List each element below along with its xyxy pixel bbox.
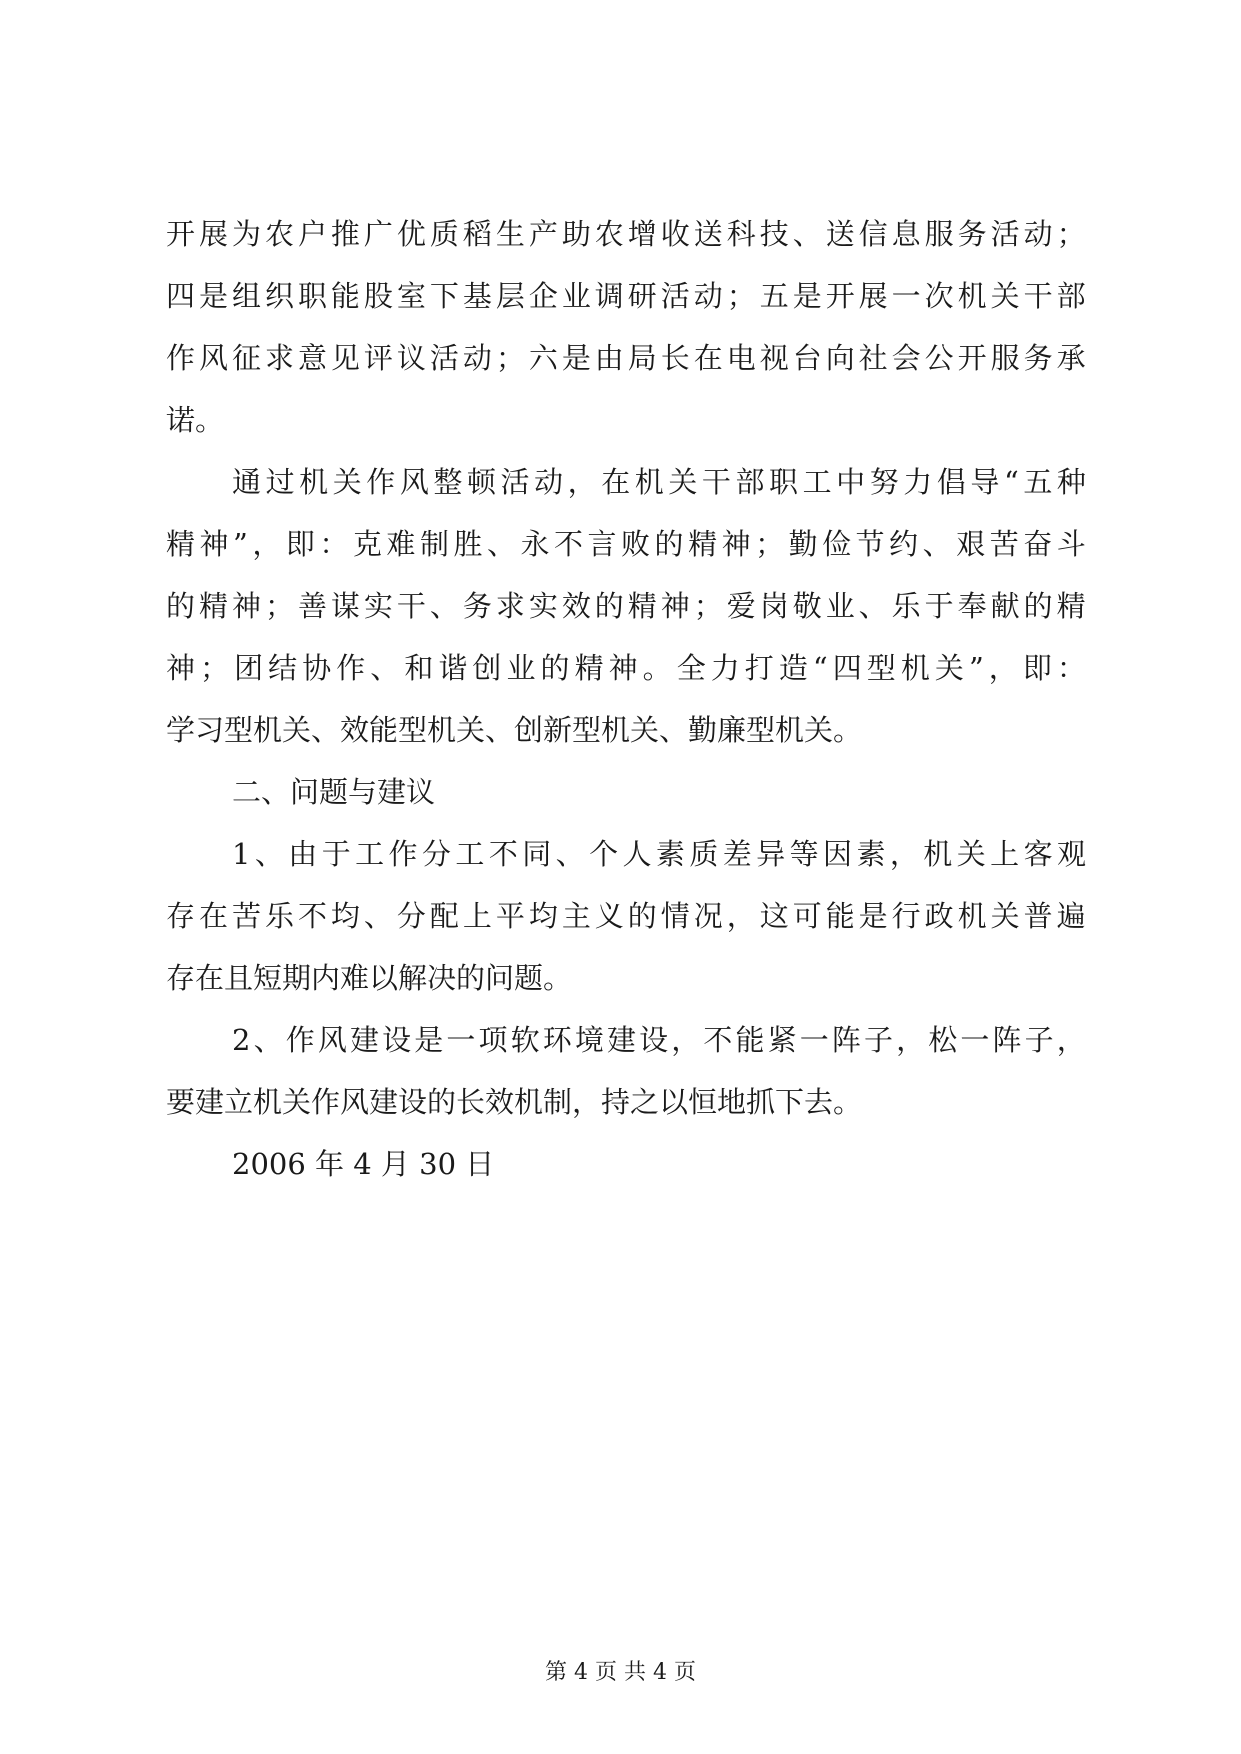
paragraph-line: 作 风 征 求 意 见 评 议 活 动 ； 六 是 由 局 长 在 电 视 台 向 社 会 公 开 服 务 承 (166, 341, 1086, 375)
paragraph-line: 神 ； 团 结 协 作 、 和 谐 创 业 的 精 神 。 全 力 打 造 “ 四 型 机 关 ” ， 即 ： (166, 651, 1086, 685)
paragraph-line: 通 过 机 关 作 风 整 顿 活 动 ， 在 机 关 干 部 职 工 中 努 力 倡 导 “ 五 种 (232, 465, 1086, 499)
paragraph-line: 存 在 苦 乐 不 均 、 分 配 上 平 均 主 义 的 情 况 ， 这 可 能 是 行 政 机 关 普 遍 (166, 899, 1086, 933)
paragraph-line: 四 是 组 织 职 能 股 室 下 基 层 企 业 调 研 活 动 ； 五 是 开 展 一 次 机 关 干 部 (166, 279, 1086, 313)
paragraph-line: 精 神 ” ， 即 ： 克 难 制 胜 、 永 不 言 败 的 精 神 ； 勤 俭 节 约 、 艰 苦 奋 斗 (166, 527, 1086, 561)
section-heading: 二、问题与建议 (232, 775, 436, 809)
paragraph-line: 存在且短期内难以解决的问题。 (166, 961, 573, 995)
paragraph-line: 诺。 (166, 403, 225, 437)
paragraph-line: 学习型机关、效能型机关、创新型机关、勤廉型机关。 (166, 713, 863, 747)
paragraph-line: 1 、 由 于 工 作 分 工 不 同 、 个 人 素 质 差 异 等 因 素 ， 机 关 上 客 观 (232, 837, 1086, 871)
document-date: 2006 年 4 月 30 日 (232, 1147, 495, 1181)
document-body (166, 203, 1086, 1195)
paragraph-line: 的 精 神 ； 善 谋 实 干 、 务 求 实 效 的 精 神 ； 爱 岗 敬 业 、 乐 于 奉 献 的 精 (166, 589, 1086, 623)
page-number-footer: 第 4 页 共 4 页 (545, 1660, 696, 1685)
paragraph-line: 开 展 为 农 户 推 广 优 质 稻 生 产 助 农 增 收 送 科 技 、 送 信 息 服 务 活 动 ； (166, 217, 1086, 251)
paragraph-line: 要建立机关作风建设的长效机制，持之以恒地抓下去。 (166, 1085, 863, 1119)
paragraph-line: 2 、 作 风 建 设 是 一 项 软 环 境 建 设 ， 不 能 紧 一 阵 子 ， 松 一 阵 子 ， (232, 1023, 1086, 1057)
